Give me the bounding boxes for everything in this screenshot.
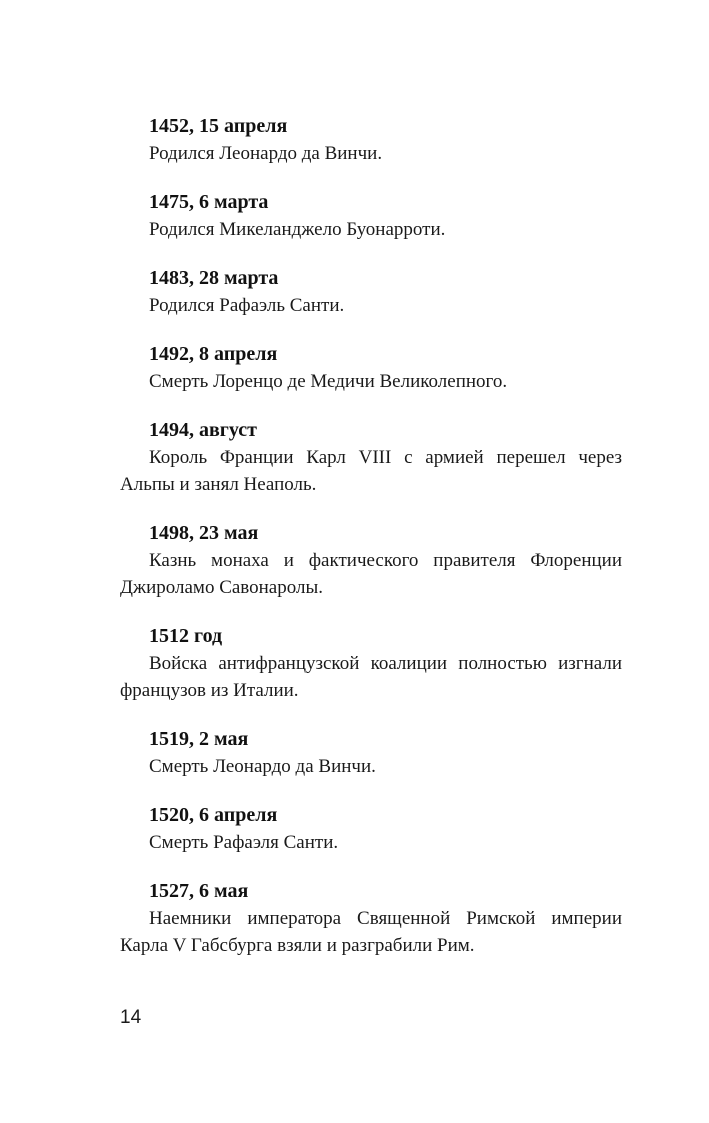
entry-date: 1519, 2 мая bbox=[149, 728, 249, 750]
entry-date: 1512 год bbox=[149, 625, 223, 647]
entry-text: Смерть Рафаэля Санти. bbox=[149, 832, 339, 853]
entry-date: 1475, 6 марта bbox=[149, 191, 269, 213]
entry-text: Родился Микеланджело Буонарроти. bbox=[149, 219, 446, 240]
entry-text: Смерть Леонардо да Винчи. bbox=[149, 756, 376, 777]
entry-text: Родился Леонардо да Винчи. bbox=[149, 143, 383, 164]
chronology-entry bbox=[120, 265, 622, 319]
chronology-entry bbox=[120, 189, 622, 243]
entry-date: 1498, 23 мая bbox=[149, 522, 259, 544]
entry-text: Наемники императора Священной Римской империи Карла V Габсбурга взяли и разграбили Рим. bbox=[120, 908, 622, 956]
chronology-list bbox=[120, 113, 622, 981]
entry-date: 1483, 28 марта bbox=[149, 267, 279, 289]
chronology-entry bbox=[120, 726, 622, 780]
entry-date: 1494, август bbox=[149, 419, 257, 441]
entry-text: Король Франции Карл VIII с армией перешел через Альпы и занял Неаполь. bbox=[120, 447, 622, 495]
entry-text: Родился Рафаэль Санти. bbox=[149, 295, 345, 316]
entry-text: Казнь монаха и фактического правителя Флоренции Джироламо Савонаролы. bbox=[120, 550, 622, 598]
entry-date: 1527, 6 мая bbox=[149, 880, 249, 902]
entry-date: 1520, 6 апреля bbox=[149, 804, 278, 826]
chronology-entry bbox=[120, 623, 622, 704]
entry-text: Смерть Лоренцо де Медичи Великолепного. bbox=[149, 371, 508, 392]
chronology-entry bbox=[120, 417, 622, 498]
entry-date: 1492, 8 апреля bbox=[149, 343, 278, 365]
chronology-entry bbox=[120, 520, 622, 601]
entry-text: Войска антифранцузской коалиции полностью изгнали французов из Италии. bbox=[120, 653, 622, 701]
chronology-entry bbox=[120, 113, 622, 167]
chronology-entry bbox=[120, 341, 622, 395]
chronology-entry bbox=[120, 802, 622, 856]
chronology-entry bbox=[120, 878, 622, 959]
page-number: 14 bbox=[120, 1007, 142, 1028]
entry-date: 1452, 15 апреля bbox=[149, 115, 288, 137]
